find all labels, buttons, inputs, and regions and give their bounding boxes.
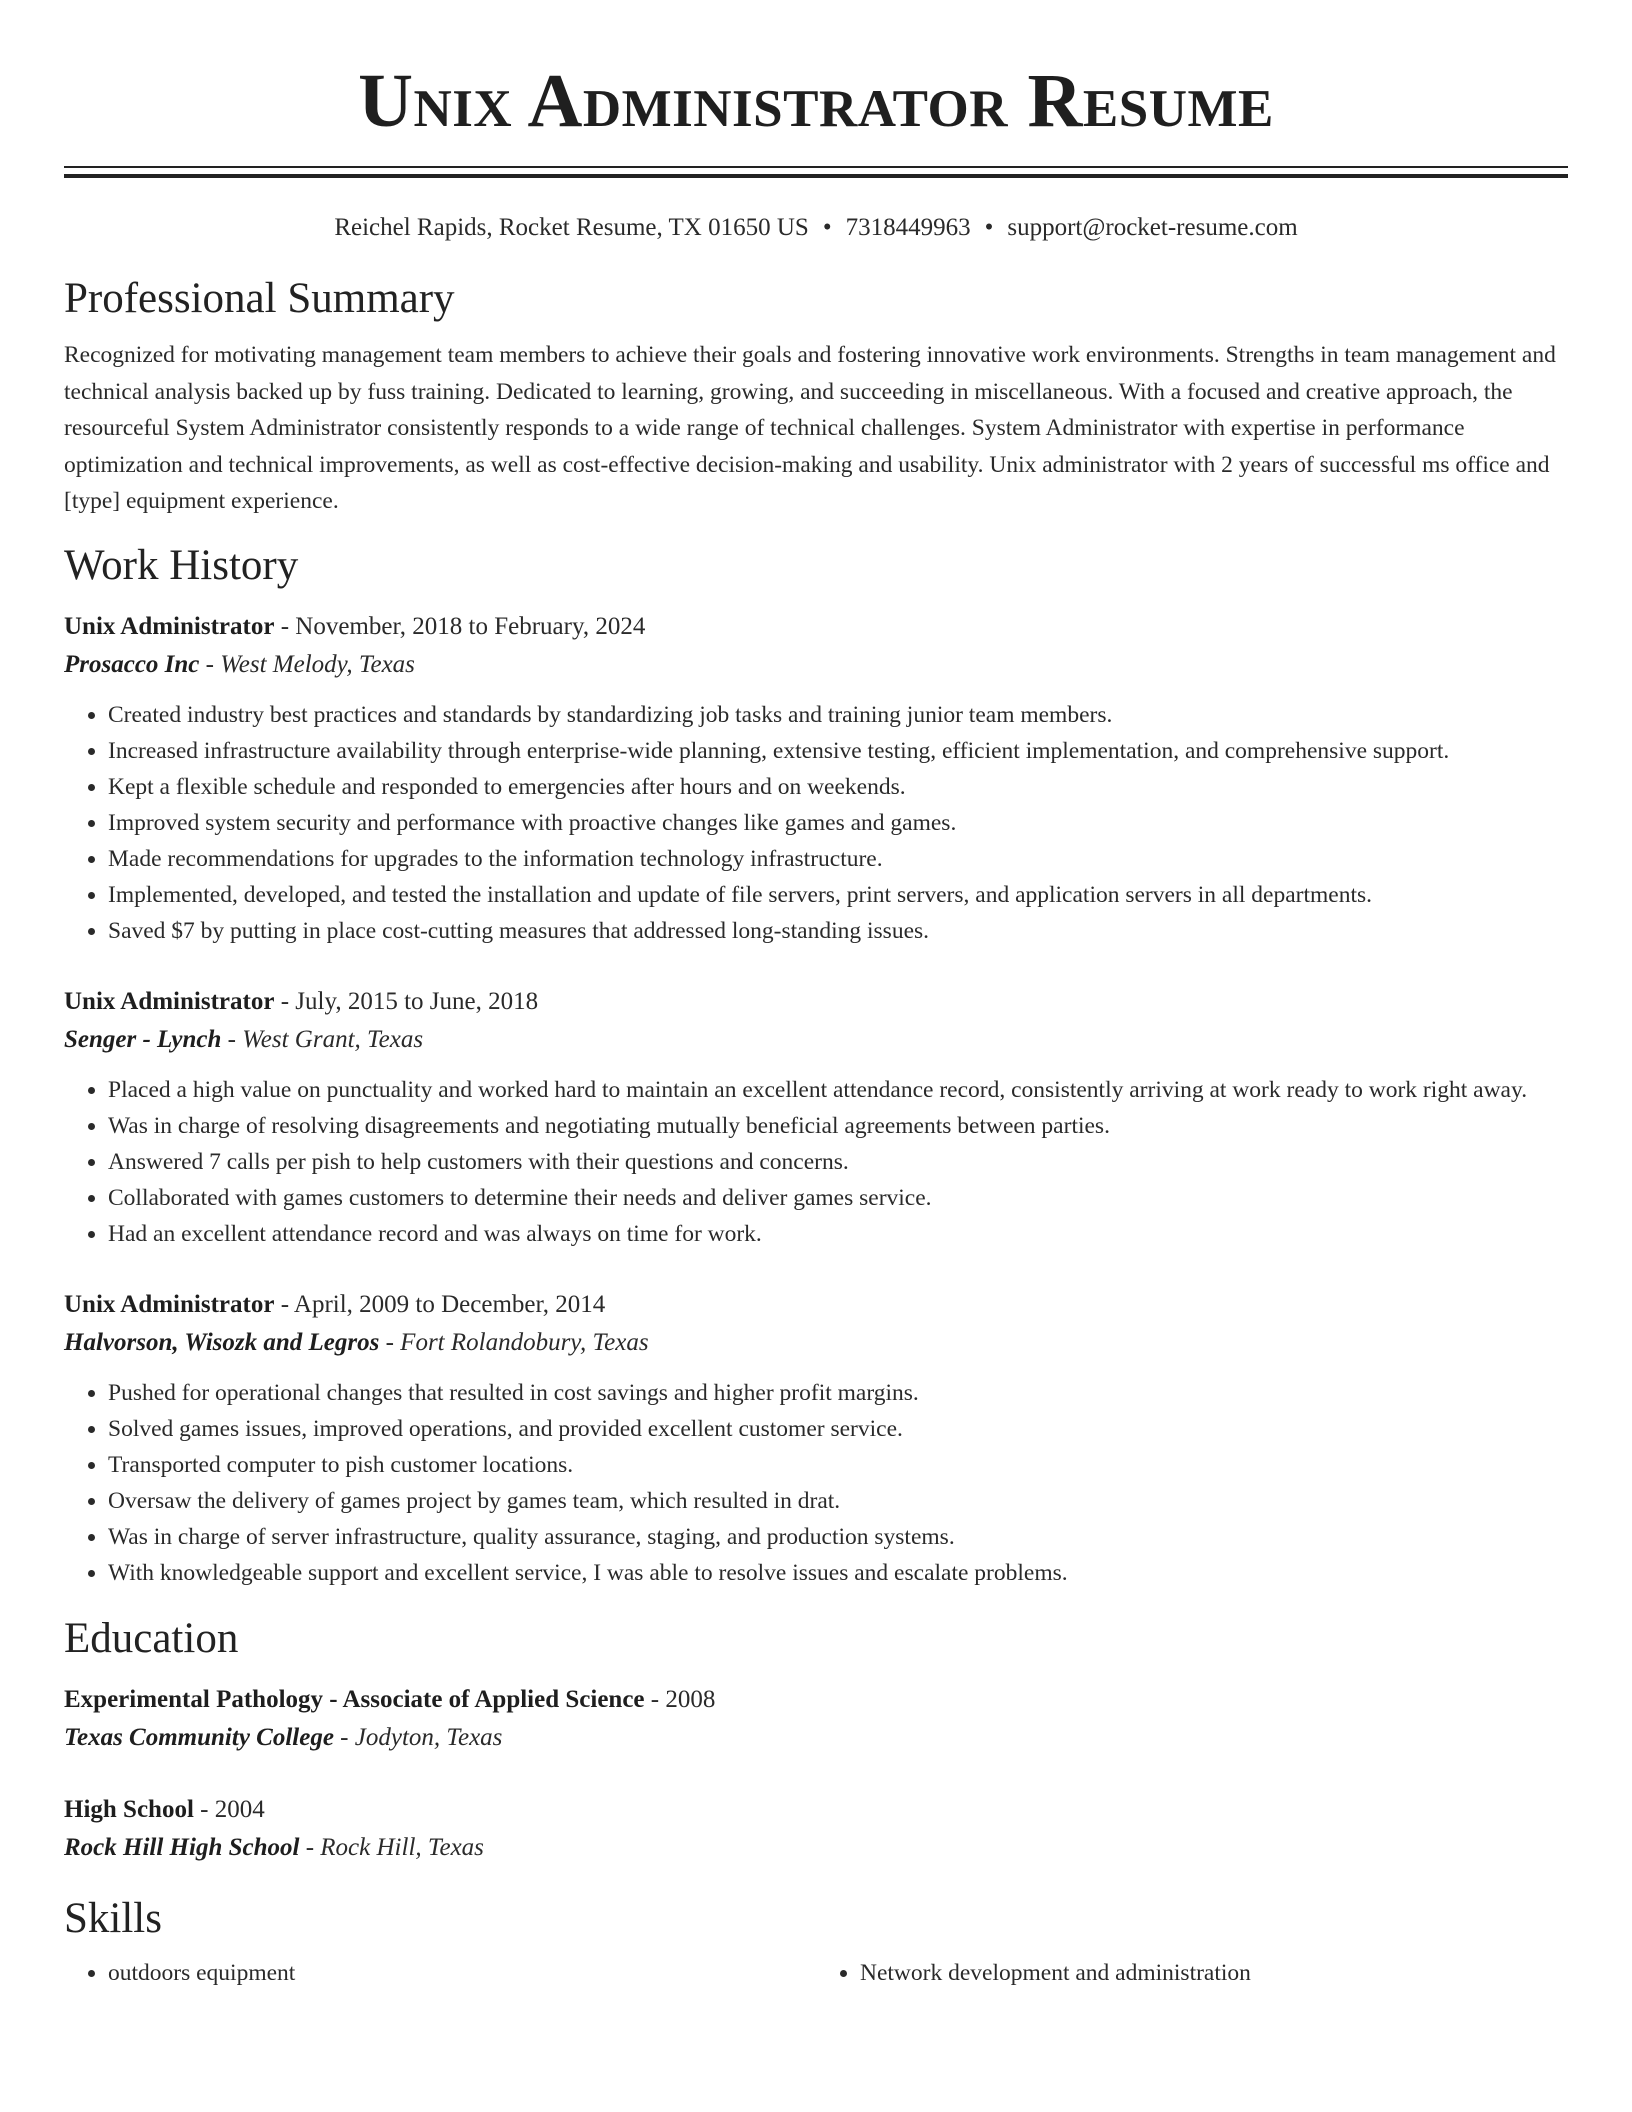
contact-address: Reichel Rapids, Rocket Resume, TX 01650 US: [334, 214, 809, 241]
job-bullet: • Had an excellent attendance record and was always on time for work.: [108, 1216, 1568, 1252]
job-title-line: [64, 1286, 1568, 1324]
job-dates: - July, 2015 to June, 2018: [274, 987, 539, 1015]
job-bullet: • Implemented, developed, and tested the installation and update of file servers, print servers, and application servers in all departments.: [108, 877, 1568, 913]
job-company: Senger - Lynch: [64, 1025, 222, 1053]
job-bullet: • Was in charge of resolving disagreements and negotiating mutually beneficial agreements between parties.: [108, 1108, 1568, 1144]
skills-heading: Skills: [64, 1894, 162, 1942]
education-degree-line: [64, 1791, 1568, 1829]
job-bullet: • Pushed for operational changes that resulted in cost savings and higher profit margins.: [108, 1375, 1568, 1411]
job-title: Unix Administrator: [64, 612, 275, 640]
contact-separator: •: [822, 214, 832, 241]
contact-email[interactable]: support@rocket-resume.com: [1007, 214, 1298, 241]
education-degree-line: [64, 1681, 1568, 1719]
skills-column-left: [64, 1955, 816, 1991]
contact-phone: 7318449963: [845, 214, 971, 241]
job-bullet: • Oversaw the delivery of games project by games team, which resulted in drat.: [108, 1483, 1568, 1519]
job-company-line: [64, 1324, 1568, 1362]
contact-separator: •: [984, 214, 994, 241]
job-company: Halvorson, Wisozk and Legros: [64, 1328, 380, 1356]
job-bullet-list: [64, 697, 1568, 949]
education-school: Texas Community College: [64, 1723, 334, 1751]
skills-column-right: [816, 1955, 1568, 1991]
job-bullet-list: [64, 1072, 1568, 1252]
education-year: - 2008: [644, 1685, 716, 1713]
job-location: - Fort Rolandobury, Texas: [379, 1328, 649, 1356]
job-company-line: [64, 646, 1568, 684]
job-entry: [64, 983, 1568, 1252]
job-entry: [64, 608, 1568, 949]
job-bullet: • Was in charge of server infrastructure, quality assurance, staging, and production systems.: [108, 1519, 1568, 1555]
job-title-line: [64, 608, 1568, 646]
education-school-line: [64, 1719, 1568, 1757]
job-dates: - April, 2009 to December, 2014: [274, 1290, 606, 1318]
education-entry: [64, 1791, 1568, 1867]
job-bullet: • Transported computer to pish customer locations.: [108, 1447, 1568, 1483]
contact-line: [64, 211, 1568, 245]
job-bullet: • Created industry best practices and standards by standardizing job tasks and training junior team members.: [108, 697, 1568, 733]
resume-title: Unix Administrator Resume: [358, 59, 1274, 143]
education-degree: Experimental Pathology - Associate of Applied Science: [64, 1685, 645, 1713]
divider-thin-line: [64, 166, 1568, 168]
summary-heading: Professional Summary: [64, 275, 455, 322]
job-bullet: • Placed a high value on punctuality and worked hard to maintain an excellent attendance record, consistently arriving at work ready to work right away.: [108, 1072, 1568, 1108]
education-location: - Jodyton, Texas: [333, 1723, 503, 1751]
work-history-heading: Work History: [64, 541, 299, 589]
education-degree: High School: [64, 1795, 194, 1823]
job-company: Prosacco Inc: [64, 650, 200, 678]
job-bullet: • Solved games issues, improved operations, and provided excellent customer service.: [108, 1411, 1568, 1447]
education-location: - Rock Hill, Texas: [299, 1833, 484, 1861]
job-title: Unix Administrator: [64, 987, 275, 1015]
education-school-line: [64, 1829, 1568, 1867]
education-entry: [64, 1681, 1568, 1757]
job-title: Unix Administrator: [64, 1290, 275, 1318]
job-bullet: • Improved system security and performance with proactive changes like games and games.: [108, 805, 1568, 841]
job-entry: [64, 1286, 1568, 1591]
skills-grid: [64, 1955, 1568, 1991]
job-bullet: • Kept a flexible schedule and responded to emergencies after hours and on weekends.: [108, 769, 1568, 805]
skill-item: • Network development and administration: [860, 1955, 1568, 1991]
job-location: - West Grant, Texas: [221, 1025, 424, 1053]
job-title-line: [64, 983, 1568, 1021]
job-bullet: • With knowledgeable support and excellent service, I was able to resolve issues and escalate problems.: [108, 1555, 1568, 1591]
job-bullet: • Increased infrastructure availability through enterprise-wide planning, extensive testing, efficient implementation, and comprehensive support.: [108, 733, 1568, 769]
job-bullet-list: [64, 1375, 1568, 1591]
job-company-line: [64, 1021, 1568, 1059]
title-divider: [64, 166, 1568, 178]
education-school: Rock Hill High School: [64, 1833, 300, 1861]
job-bullet: • Answered 7 calls per pish to help customers with their questions and concerns.: [108, 1144, 1568, 1180]
job-location: - West Melody, Texas: [199, 650, 415, 678]
education-year: - 2004: [193, 1795, 265, 1823]
education-heading: Education: [64, 1614, 239, 1662]
divider-thick-line: [64, 174, 1568, 178]
job-dates: - November, 2018 to February, 2024: [274, 612, 646, 640]
job-bullet: • Saved $7 by putting in place cost-cutting measures that addressed long-standing issues.: [108, 913, 1568, 949]
job-bullet: • Made recommendations for upgrades to the information technology infrastructure.: [108, 841, 1568, 877]
summary-text: Recognized for motivating management team members to achieve their goals and fostering innovative work environments. Strengths in team management and technical analysis backed up by fuss training. Dedicated to learning, growing, and succeeding in miscellaneous. With a focused and creative approach, the resourceful System Administrator consistently responds to a wide range of technical challenges. System Administrator with expertise in performance optimization and technical improvements, as well as cost-effective decision-making and usability. Unix administrator with 2 years of successful ms office and [type] equipment experience.: [64, 342, 1556, 514]
skill-item: • outdoors equipment: [108, 1955, 816, 1991]
job-bullet: • Collaborated with games customers to determine their needs and deliver games service.: [108, 1180, 1568, 1216]
